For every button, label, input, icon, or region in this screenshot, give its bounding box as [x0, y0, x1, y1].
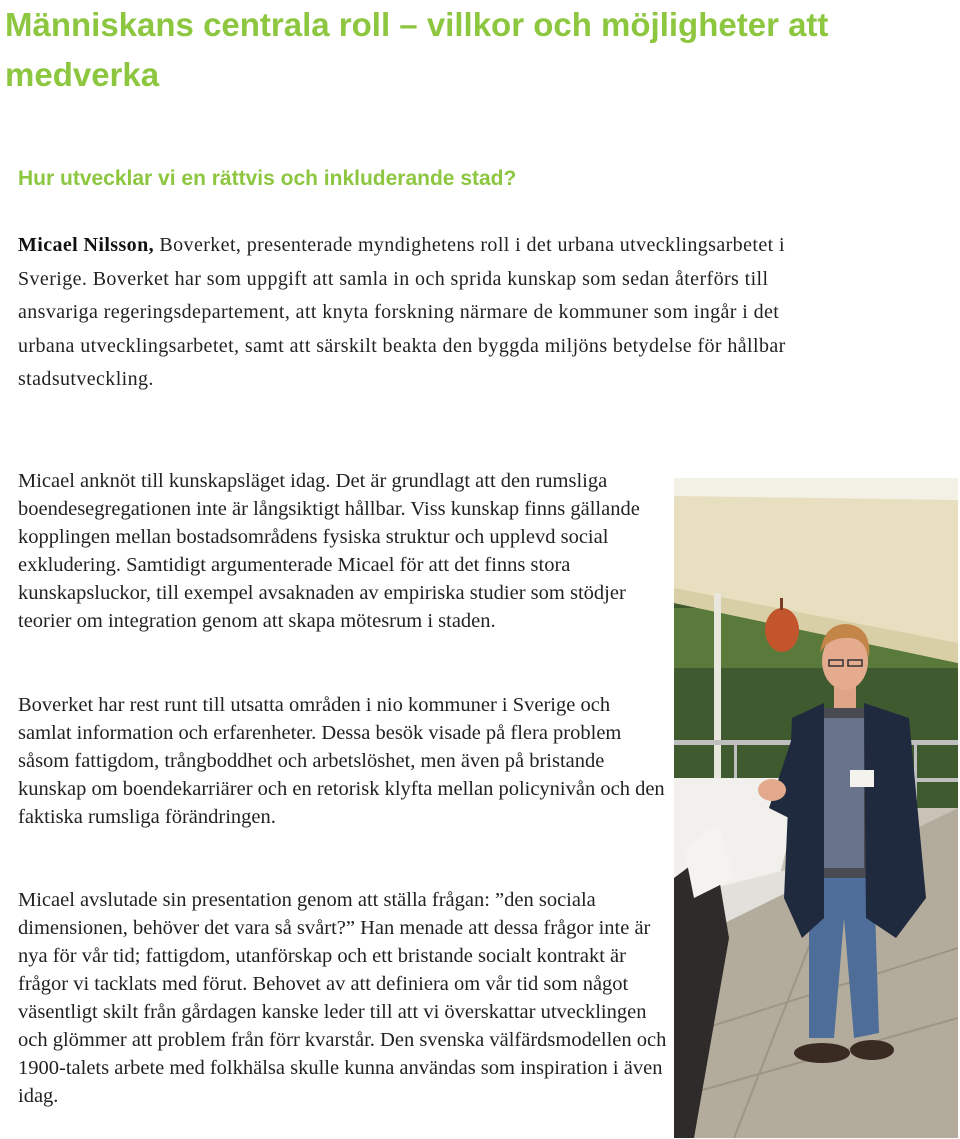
body-paragraph-conclusion: Micael avslutade sin presentation genom att ställa frågan: ”den sociala dimensionen, behöver det vara så svårt?” Han menade att dessa frågor inte är nya för vår tid; fattigdom, utanförskap och ett bristande socialt kontrakt är frågor vi tacklats med förut. Behovet av att definiera om vår tid som något väsentligt skilt från gårdagen kanske leder till att vi överskattar utvecklingen och glömmer att problem från förr kvarstår. Den svenska välfärdsmodellen och 1900-talets arbete med folkhälsa skulle kunna användas som inspiration i även idag. [18, 889, 667, 1107]
body-paragraph-knowledge: Micael anknöt till kunskapsläget idag. Det är grundlagt att den rumsliga boendesegregationen inte är långsiktigt hållbar. Viss kunskap finns gällande kopplingen mellan bostadsområdens fysiska struktur och upplevd social exkludering. Samtidigt argumenterade Micael för att det finns stora kunskapsluckor, till exempel avsaknaden av empiriska studier som stödjer teorier om integration genom att skapa mötesrum i staden. [18, 470, 640, 632]
page-title: Människans centrala roll – villkor och möjligheter att medverka [5, 6, 829, 93]
speaker-photo [674, 478, 958, 1138]
speaker-name: Micael Nilsson, [18, 234, 154, 256]
section-subtitle: Hur utvecklar vi en rättvis och inkluderande stad? [18, 167, 517, 190]
body-paragraph-visits: Boverket har rest runt till utsatta områden i nio kommuner i Sverige och samlat information och erfarenheter. Dessa besök visade på flera problem såsom fattigdom, trångboddhet och arbetslöshet, men även på bristande kunskap om boendekarriärer och en retorisk klyfta mellan policynivån och den faktiska rumsliga förändringen. [18, 694, 665, 828]
intro-paragraph-text: Boverket, presenterade myndighetens roll i det urbana utvecklingsarbetet i Sverige. Boverket har som uppgift att samla in och sprida kunskap som sedan återförs till ansvariga regeringsdepartement, att knyta forskning närmare de kommuner som ingår i det urbana utvecklingsarbetet, samt att särskilt beakta den byggda miljöns betydelse för hållbar stadsutveckling. [18, 234, 786, 390]
intro-paragraph [18, 229, 818, 397]
